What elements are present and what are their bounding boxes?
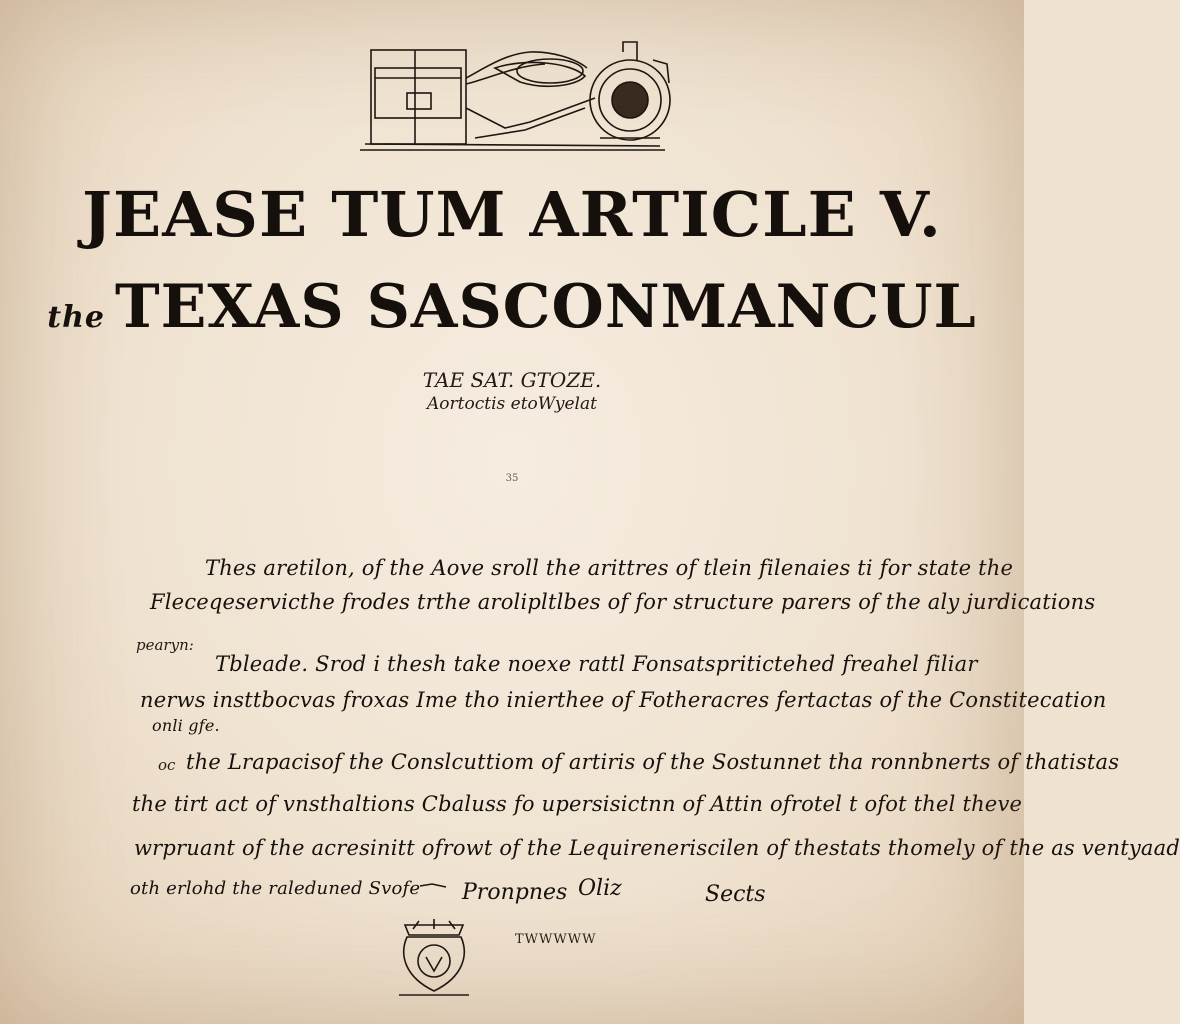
document-title-line-2: [0, 272, 1024, 342]
body-line-1: Thes aretilon, of the Aove sroll the arittres of tlein filenaies ti for state the: [205, 556, 1014, 580]
seal-icon: [393, 915, 475, 997]
body-line-8: wrpruant of the acresinitt ofrowt of the Lequireneriscilen of thestats thomely of the as ventyaad: [134, 836, 1180, 860]
line-lead-mark: oc: [158, 756, 176, 774]
page-number: 35: [505, 473, 519, 484]
signature-3: Sects: [705, 882, 766, 907]
subtitle-line-2: Aortoctis etoWyelat: [427, 394, 597, 414]
body-line-3: Tbleade. Srod i thesh take noexe rattl Fonsatspritictehed freahel filiar: [215, 652, 978, 676]
machine-illustration: [355, 38, 675, 156]
body-line-7: the tirt act of vnsthaltions Cbaluss fo upersisictnn of Attin ofrotel t ofot thel theve: [132, 792, 1023, 816]
subtitle-line-1: TAE SAT. GTOZE.: [422, 368, 602, 392]
seal-caption: TWWWWW: [515, 932, 597, 947]
signature-2: Oliz: [578, 876, 622, 901]
title-prefix: the: [47, 300, 106, 335]
body-line-4: nerws insttbocvas froxas Ime tho inierthee of Fotheracres fertactas of the Constitecation: [140, 688, 1107, 712]
document-title-line-1: JEASE TUM ARTICLE V.: [82, 178, 942, 251]
body-line-9: oth erlohd the raleduned Svofe: [130, 878, 421, 899]
body-line-2: Fleceqeservicthe frodes trthe arolipltlbes of for structure parers of the aly jurdications: [150, 590, 1096, 614]
body-line-5: onli gfe.: [152, 716, 220, 735]
body-line-6: the Lrapacisof the Conslcuttiom of artiris of the Sostunnet tha ronnbnerts of thatistas: [186, 750, 1120, 774]
margin-note: pearyn:: [136, 636, 194, 654]
signature-flourish-icon: [418, 880, 448, 892]
signature-1: Pronpnes: [462, 880, 568, 905]
title-text: TEXAS SASCONMANCUL: [115, 272, 977, 342]
